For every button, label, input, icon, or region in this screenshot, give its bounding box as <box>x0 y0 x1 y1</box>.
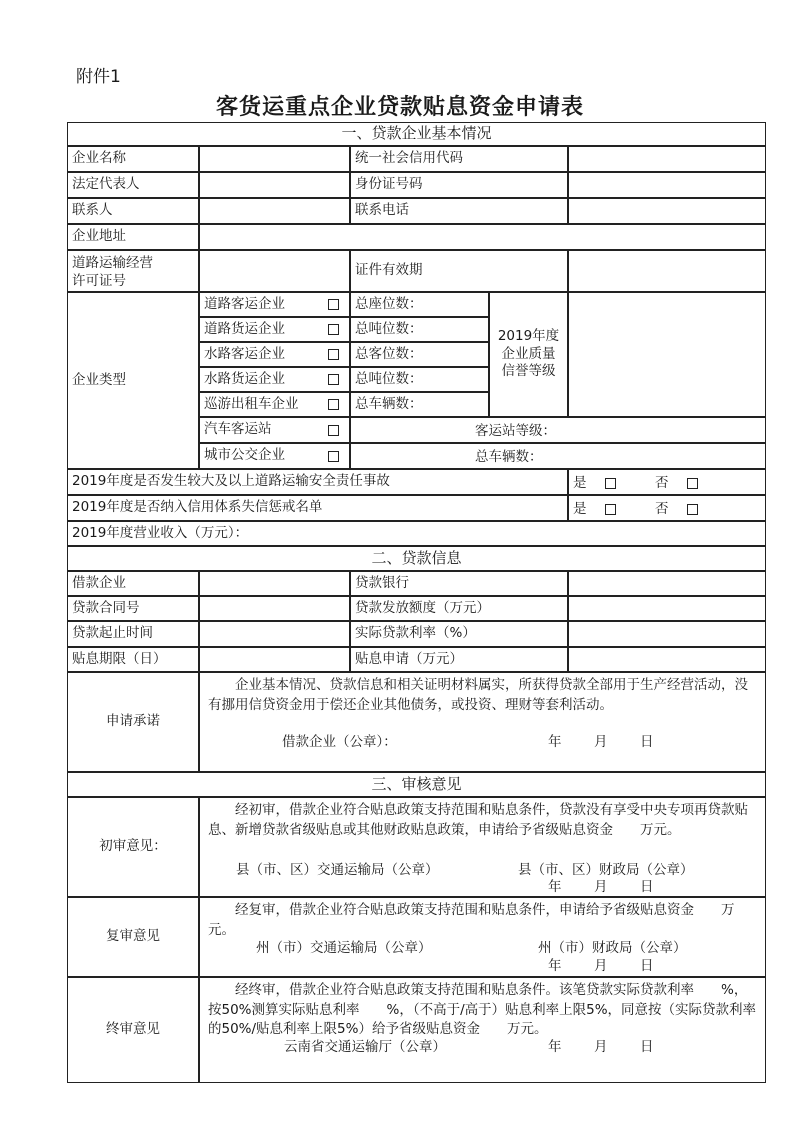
final-day: 日 <box>640 1039 654 1055</box>
type-water-freight-label: 水路货运企业 <box>204 370 285 387</box>
type-city-bus-label: 城市公交企业 <box>204 447 285 464</box>
first-month: 月 <box>594 879 608 895</box>
address-label: 企业地址 <box>67 224 199 250</box>
rate-label: 实际贷款利率（%） <box>350 621 568 647</box>
city-bus-count-label: 总车辆数： <box>475 449 543 465</box>
measure-vehicles: 总车辆数： <box>350 392 489 417</box>
rating-label <box>489 292 568 417</box>
id-number-label: 身份证号码 <box>350 172 568 198</box>
blacklist-question: 2019年度是否纳入信用体系失信惩戒名单 <box>67 495 568 521</box>
pledge-label: 申请承诺 <box>67 672 199 772</box>
section1-header: 一、贷款企业基本情况 <box>67 122 766 146</box>
subsidy-apply-label: 贴息申请（万元） <box>350 647 568 672</box>
revenue-row[interactable]: 2019年度营业收入（万元）： <box>67 521 766 546</box>
first-year: 年 <box>548 879 562 895</box>
blacklist-yes[interactable] <box>573 500 616 520</box>
type-water-passenger-label: 水路客运企业 <box>204 345 285 362</box>
pledge-text: 企业基本情况、贷款信息和相关证明材料属实，所获得贷款全部用于生产经营活动，没有挪用信贷资金用于偿还企业其他债务，或投资、理财等套利活动。 <box>208 677 748 713</box>
final-sign: 云南省交通运输厅（公章） <box>284 1039 446 1055</box>
final-review-cell <box>199 977 766 1083</box>
first-review-cell <box>199 797 766 897</box>
final-review-label: 终审意见 <box>67 977 199 1083</box>
type-taxi[interactable] <box>199 392 350 417</box>
address-field[interactable] <box>199 224 766 250</box>
rating-label-line2: 企业质量 <box>501 345 556 362</box>
final-month: 月 <box>594 1039 608 1055</box>
accident-no[interactable] <box>655 474 698 494</box>
blacklist-answer[interactable] <box>568 495 766 521</box>
form-title: 客货运重点企业贷款贴息资金申请表 <box>215 94 584 120</box>
accident-yes[interactable] <box>573 474 616 494</box>
contract-no-field[interactable] <box>199 596 350 621</box>
company-name-label: 企业名称 <box>67 146 199 172</box>
type-road-freight[interactable] <box>199 317 350 342</box>
checkbox[interactable] <box>687 478 698 489</box>
pledge-cell <box>199 672 766 772</box>
city-bus-count-cell[interactable] <box>350 443 766 469</box>
contact-label: 联系人 <box>67 198 199 224</box>
amount-field[interactable] <box>568 596 766 621</box>
type-water-freight[interactable] <box>199 367 350 392</box>
second-sign-transport: 州（市）交通运输局（公章） <box>256 940 432 956</box>
contact-field[interactable] <box>199 198 350 224</box>
validity-field[interactable] <box>568 250 766 292</box>
rating-label-line3: 信誉等级 <box>501 363 556 380</box>
checkbox[interactable] <box>328 349 339 360</box>
first-review-label: 初审意见： <box>67 797 199 897</box>
type-bus-station[interactable] <box>199 417 350 443</box>
type-taxi-label: 巡游出租车企业 <box>204 395 299 412</box>
final-review-text: 经终审，借款企业符合贴息政策支持范围和贴息条件。该笔贷款实际贷款利率 %，按50%测算实际贴息利率 %，（不高于/高于）贴息利率上限5%，同意按（实际贷款利率的50%/贴息利率上限5%）给予省级贴息资金 万元。 <box>208 982 757 1038</box>
period-label: 贷款起止时间 <box>67 621 199 647</box>
pledge-day: 日 <box>640 734 654 750</box>
borrower-label: 借款企业 <box>67 571 199 596</box>
no-label: 否 <box>655 501 669 517</box>
enterprise-type-label: 企业类型 <box>67 292 199 469</box>
company-name-field[interactable] <box>199 146 350 172</box>
checkbox[interactable] <box>328 299 339 310</box>
second-year: 年 <box>548 958 562 974</box>
type-city-bus[interactable] <box>199 443 350 469</box>
license-label-line1: 道路运输经营 <box>72 255 153 271</box>
checkbox[interactable] <box>605 478 616 489</box>
subsidy-apply-field[interactable] <box>568 647 766 672</box>
accident-answer[interactable] <box>568 469 766 495</box>
checkbox[interactable] <box>687 504 698 515</box>
second-sign-finance: 州（市）财政局（公章） <box>538 940 687 956</box>
rating-field[interactable] <box>568 292 766 417</box>
license-label-line2: 许可证号 <box>72 273 126 290</box>
measure-tonnage: 总吨位数： <box>350 317 489 342</box>
subsidy-term-label: 贴息期限（日） <box>67 647 199 672</box>
amount-label: 贷款发放额度（万元） <box>350 596 568 621</box>
credit-code-label: 统一社会信用代码 <box>350 146 568 172</box>
period-field[interactable] <box>199 621 350 647</box>
license-field[interactable] <box>199 250 350 292</box>
second-review-cell <box>199 897 766 977</box>
checkbox[interactable] <box>328 324 339 335</box>
pledge-sign-label: 借款企业（公章）： <box>282 734 397 750</box>
section2-header: 二、贷款信息 <box>67 546 766 571</box>
checkbox[interactable] <box>328 425 339 436</box>
measure-seats: 总座位数： <box>350 292 489 317</box>
measure-passengers: 总客位数： <box>350 342 489 367</box>
type-road-freight-label: 道路货运企业 <box>204 320 285 337</box>
bank-label: 贷款银行 <box>350 571 568 596</box>
first-review-text: 经初审，借款企业符合贴息政策支持范围和贴息条件，贷款没有享受中央专项再贷款贴息、新增贷款省级贴息或其他财政贴息政策，申请给予省级贴息资金 万元。 <box>208 802 748 838</box>
checkbox[interactable] <box>328 374 339 385</box>
legal-rep-field[interactable] <box>199 172 350 198</box>
first-day: 日 <box>640 879 654 895</box>
type-bus-station-label: 汽车客运站 <box>204 421 272 438</box>
rating-label-line1: 2019年度 <box>497 328 560 345</box>
type-water-passenger[interactable] <box>199 342 350 367</box>
yes-label: 是 <box>573 475 587 491</box>
station-level-label: 客运站等级： <box>475 423 556 439</box>
subsidy-term-field[interactable] <box>199 647 350 672</box>
borrower-field[interactable] <box>199 571 350 596</box>
first-sign-finance: 县（市、区）财政局（公章） <box>518 862 694 878</box>
contract-no-label: 贷款合同号 <box>67 596 199 621</box>
checkbox[interactable] <box>605 504 616 515</box>
id-number-field[interactable] <box>568 172 766 198</box>
phone-label: 联系电话 <box>350 198 568 224</box>
no-label: 否 <box>655 475 669 491</box>
yes-label: 是 <box>573 501 587 517</box>
type-road-passenger-label: 道路客运企业 <box>204 295 285 312</box>
validity-label: 证件有效期 <box>350 250 568 292</box>
legal-rep-label: 法定代表人 <box>67 172 199 198</box>
checkbox[interactable] <box>328 399 339 410</box>
credit-code-field[interactable] <box>568 146 766 172</box>
station-level-cell[interactable] <box>350 417 766 443</box>
phone-field[interactable] <box>568 198 766 224</box>
bank-field[interactable] <box>568 571 766 596</box>
first-sign-transport: 县（市、区）交通运输局（公章） <box>236 862 439 878</box>
second-review-label: 复审意见 <box>67 897 199 977</box>
section3-header: 三、审核意见 <box>67 772 766 797</box>
accident-question: 2019年度是否发生较大及以上道路运输安全责任事故 <box>67 469 568 495</box>
second-day: 日 <box>640 958 654 974</box>
blacklist-no[interactable] <box>655 500 698 520</box>
second-review-text: 经复审，借款企业符合贴息政策支持范围和贴息条件，申请给予省级贴息资金 万元。 <box>208 902 735 938</box>
rate-field[interactable] <box>568 621 766 647</box>
pledge-month: 月 <box>594 734 608 750</box>
attachment-label: 附件1 <box>76 67 121 87</box>
final-year: 年 <box>548 1039 562 1055</box>
type-road-passenger[interactable] <box>199 292 350 317</box>
checkbox[interactable] <box>328 451 339 462</box>
measure-tonnage-water: 总吨位数： <box>350 367 489 392</box>
second-month: 月 <box>594 958 608 974</box>
pledge-year: 年 <box>548 734 562 750</box>
license-label <box>67 250 199 292</box>
